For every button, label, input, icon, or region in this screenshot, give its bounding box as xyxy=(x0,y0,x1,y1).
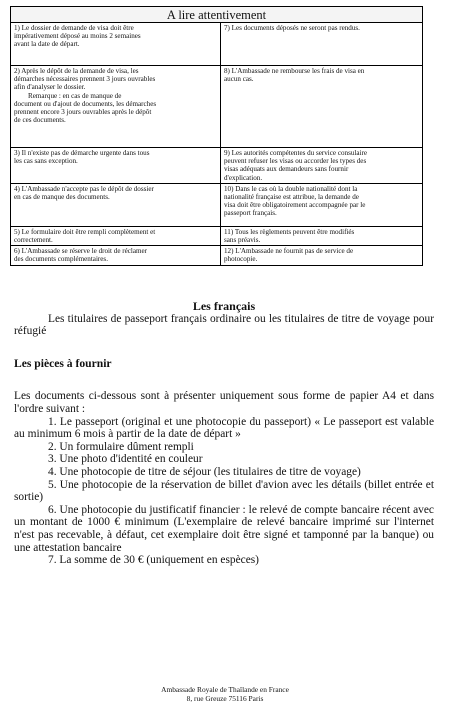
rule-text: 11) Tous les règlements peuvent être modifiés xyxy=(224,227,355,236)
section-description: Les titulaires de passeport français ordinaire ou les titulaires de titre de voyage pour réfugié xyxy=(14,312,434,338)
notice-row xyxy=(11,183,423,226)
notice-row xyxy=(11,66,423,148)
rule-text: afin d'analyser le dossier. xyxy=(14,83,86,92)
notice-row xyxy=(11,23,423,66)
rule-remark: Remarque : en cas de manque de xyxy=(28,91,122,100)
notice-row xyxy=(11,148,423,184)
rule-text: photocopie. xyxy=(224,255,258,264)
notice-rule-9 xyxy=(221,148,423,184)
rule-text: correctement. xyxy=(14,236,53,245)
embassy-address: 8, rue Greuze 75116 Paris xyxy=(186,694,264,703)
documents-intro: Les documents ci-dessous sont à présenter uniquement sous forme de papier A4 et dans l'ordre suivant : xyxy=(14,390,434,415)
notice-rule-2 xyxy=(11,66,221,148)
rule-text: avant la date de départ. xyxy=(14,40,80,49)
rule-text: visas adéquats aux demandeurs sans fournir xyxy=(224,165,349,174)
footer-address xyxy=(0,685,450,703)
rule-text: 3) Il n'existe pas de démarche urgente dans tous xyxy=(14,149,150,157)
notice-rule-3 xyxy=(11,148,221,184)
rule-remark: document ou d'ajout de documents, les démarches xyxy=(14,99,157,108)
rule-text: sans préavis. xyxy=(224,236,261,245)
rule-text: des documents complémentaires. xyxy=(14,255,108,264)
document-item: 2. Un formulaire dûment rempli xyxy=(48,440,194,453)
rule-remark: de ces documents. xyxy=(14,116,66,125)
rule-text: impérativement déposé au moins 2 semaines xyxy=(14,32,141,41)
document-item: 5. Une photocopie de la réservation de billet d'avion avec les détails (billet entrée et sortie) xyxy=(14,478,434,504)
notice-title: A lire attentivement xyxy=(11,7,423,23)
document-item: 6. Une photocopie du justificatif financier : le relevé de compte bancaire récent avec un montant de 1000 € minimum (L'exemplaire de relevé bancaire imprimé sur l'internet n'est pas recevable, à défaut, cet exemplaire doit être signé et tamponné par la banque) ou une attestation bancaire xyxy=(14,503,434,554)
rule-text: 5) Le formulaire doit être rempli complètement et xyxy=(14,227,156,236)
notice-rule-11 xyxy=(221,226,423,245)
rule-text: en cas de manque des documents. xyxy=(14,193,110,202)
rule-text: 9) Les autorités compétentes du service consulaire xyxy=(224,149,368,157)
rule-text: 2) Après le dépôt de la demande de visa, les xyxy=(14,67,139,75)
rule-text: peuvent refuser les visas ou accorder les types des xyxy=(224,157,367,166)
notice-rule-6 xyxy=(11,246,221,265)
notice-rule-10 xyxy=(221,183,423,226)
section-title: Les français xyxy=(192,299,256,313)
rule-text: 1) Le dossier de demande de visa doit être xyxy=(14,24,134,32)
documents-title: Les pièces à fournir xyxy=(14,356,112,370)
notice-rule-8 xyxy=(221,66,423,148)
rule-text: d'explication. xyxy=(224,173,263,182)
rule-text: 7) Les documents déposés ne seront pas rendus. xyxy=(224,24,360,32)
rule-text: visa doit être obligatoirement accompagnée par le xyxy=(224,201,366,210)
rule-text: démarches nécessaires prennent 3 jours ouvrables xyxy=(14,75,156,84)
notice-rule-4 xyxy=(11,183,221,226)
document-item: 4. Une photocopie de titre de séjour (les titulaires de titre de voyage) xyxy=(48,465,361,478)
notice-header-row xyxy=(11,7,423,23)
document-body xyxy=(14,300,434,567)
rule-text: aucun cas. xyxy=(224,75,254,84)
notice-rule-5 xyxy=(11,226,221,245)
rule-text: 8) L'Ambassade ne rembourse les frais de visa en xyxy=(224,67,365,75)
document-item: 1. Le passeport (original et une photocopie du passeport) « Le passeport est valable au minimum 6 mois à partir de la date de départ » xyxy=(14,415,434,441)
notice-rule-12 xyxy=(221,246,423,265)
notice-row xyxy=(11,246,423,265)
document-item: 7. La somme de 30 € (uniquement en espèces) xyxy=(48,554,259,567)
rule-text: 4) L'Ambassade n'accepte pas le dépôt de dossier xyxy=(14,184,154,193)
notice-row xyxy=(11,226,423,245)
notice-table xyxy=(10,6,423,266)
rule-text: 12) L'Ambassade ne fournit pas de service de xyxy=(224,247,354,256)
embassy-name: Ambassade Royale de Thaïlande en France xyxy=(161,685,289,694)
rule-text: les cas sans exception. xyxy=(14,157,78,166)
notice-rule-7 xyxy=(221,23,423,66)
notice-rule-1 xyxy=(11,23,221,66)
rule-text: 10) Dans le cas où la double nationalité dont la xyxy=(224,184,358,193)
rule-text: 6) L'Ambassade se réserve le droit de réclamer xyxy=(14,247,148,256)
rule-text: nationalité française est attribue, la demande de xyxy=(224,193,359,202)
rule-text: passeport français. xyxy=(224,209,277,218)
rule-remark: prennent encore 3 jours ouvrables après le dépôt xyxy=(14,108,152,117)
document-item: 3. Une photo d'identité en couleur xyxy=(48,453,203,466)
